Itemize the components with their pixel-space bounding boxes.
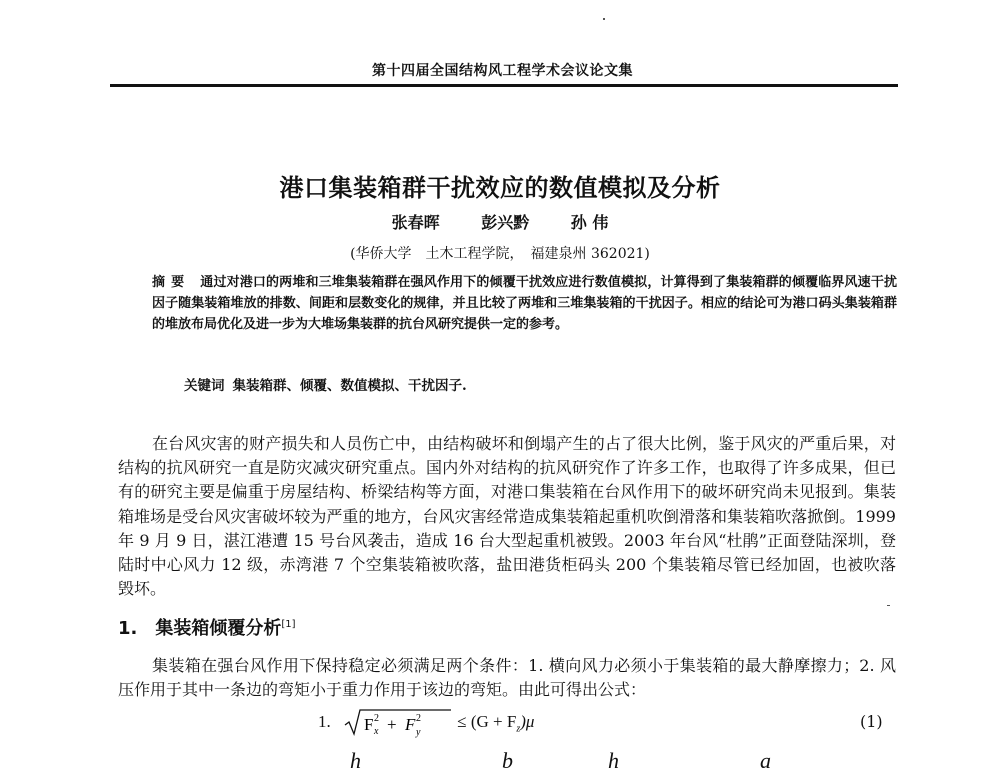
radicand-f1: F bbox=[364, 715, 374, 734]
abstract-label: 摘要 bbox=[152, 275, 191, 290]
cut-symbol-4: a bbox=[760, 748, 771, 773]
section-paragraph: 集装箱在强台风作用下保持稳定必须满足两个条件：1. 横向风力必须小于集装箱的最大静摩擦力；2. 风压作用于其中一条边的弯矩小于重力作用于该边的弯矩。由此可得出公式： bbox=[118, 656, 896, 699]
header-rule bbox=[110, 84, 898, 87]
section-heading bbox=[118, 614, 296, 640]
rhs-expression: ≤ (G + F bbox=[457, 711, 517, 731]
rhs-end: )μ bbox=[520, 711, 535, 731]
author-2: 彭兴黔 bbox=[481, 213, 530, 232]
subscript-z: z bbox=[516, 723, 521, 735]
author-1: 张春晖 bbox=[391, 213, 440, 232]
superscript-2b: 2 bbox=[416, 713, 421, 724]
cut-symbol-2: b bbox=[502, 748, 513, 773]
section-title: 集装箱倾覆分析 bbox=[155, 618, 282, 639]
paper-title: 港口集装箱群干扰效应的数值模拟及分析 bbox=[279, 174, 721, 202]
abstract-text: 通过对港口的两堆和三堆集装箱群在强风作用下的倾覆干扰效应进行数值模拟，计算得到了集装箱群的倾覆临界风速干扰因子随集装箱堆放的排数、间距和层数变化的规律，并且比较了两堆和三堆集装箱的干扰因子。相应的结论可为港口码头集装箱群的堆放布局优化及进一步为大堆场集装群的抗台风研究提供一定的参考。 bbox=[152, 275, 897, 332]
keywords-label: 关键词 bbox=[184, 378, 225, 394]
sqrt-expression bbox=[343, 708, 453, 738]
author-3: 孙 伟 bbox=[570, 213, 609, 232]
intro-paragraph: 在台风灾害的财产损失和人员伤亡中，由结构破坏和倒塌产生的占了很大比例，鉴于风灾的严重后果，对结构的抗风研究一直是防灾减灾研究重点。国内外对结构的抗风研究作了许多工作，也取得了许多成果，但已有的研究主要是偏重于房屋结构、桥梁结构等方面，对港口集装箱在台风作用下的破坏研究尚未见报到。集装箱堆场是受台风灾害破坏较为严重的地方，台风灾害经常造成集装箱起重机吹倒滑落和集装箱吹落掀倒。1999 年 9 月 9 日，湛江港遭 15 号台风袭击，造成 16 台大型起重机被毁。2003 年台风“杜鹃”正面登陆深圳，登陆时中心风力 12 级，赤湾港 7 个空集装箱被吹落，盐田港货柜码头 200 个集装箱尽管已经加固，也被吹落毁坏。 bbox=[118, 434, 896, 599]
section-number: 1. bbox=[118, 618, 138, 639]
running-header: 第十四届全国结构风工程学术会议论文集 bbox=[372, 63, 633, 79]
scan-speck bbox=[603, 18, 605, 20]
cut-symbol-1: h bbox=[350, 748, 361, 773]
cut-symbol-3: h bbox=[608, 748, 619, 773]
radical-sign bbox=[345, 710, 451, 734]
keywords-text: 集装箱群、倾覆、数值模拟、干扰因子. bbox=[232, 378, 467, 394]
keywords bbox=[184, 374, 884, 394]
equation-number: (1) bbox=[860, 712, 883, 731]
equation-index: 1. bbox=[318, 711, 331, 731]
equation-1 bbox=[318, 708, 534, 738]
superscript-2a: 2 bbox=[374, 713, 379, 724]
subscript-y: y bbox=[416, 727, 421, 738]
citation-mark: [1] bbox=[281, 619, 296, 630]
affiliation: (华侨大学 土木工程学院， 福建泉州 362021) bbox=[350, 246, 650, 262]
author-list bbox=[0, 210, 1000, 233]
plus-sign: + bbox=[387, 715, 397, 734]
scan-speck bbox=[887, 605, 890, 606]
subscript-x: x bbox=[374, 726, 379, 737]
radicand-f2: F bbox=[405, 715, 416, 734]
abstract bbox=[152, 272, 897, 335]
